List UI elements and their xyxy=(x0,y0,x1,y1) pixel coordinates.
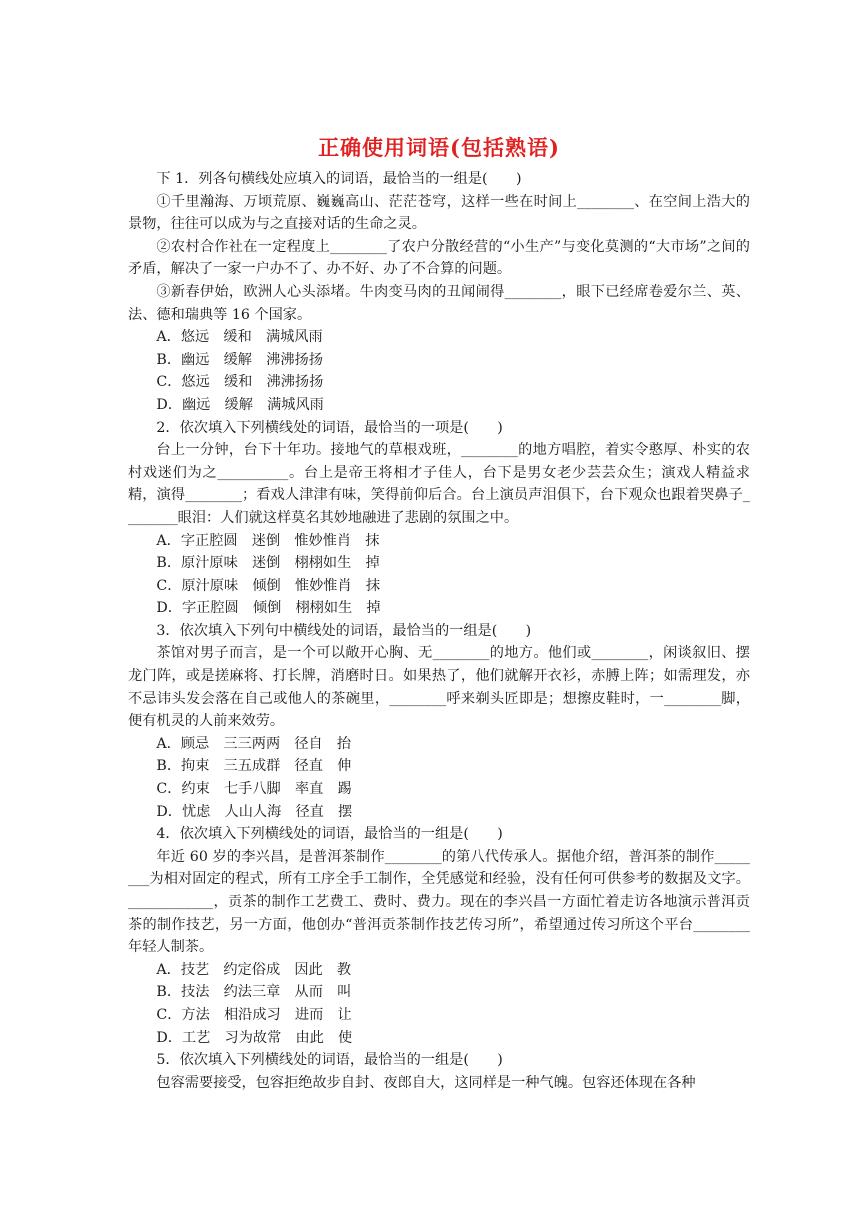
q2-option-a: A．字正腔圆 迷倒 惟妙惟肖 抹 xyxy=(156,532,380,549)
q1-sentence-2: ②农村合作社在一定程度上________了农户分散经营的“小生产”与变化莫测的“大市场”之间的矛盾，解决了一家一户办不了、办不好、办了不合算的问题。 xyxy=(128,238,750,278)
q2-option-b: B．原汁原味 迷倒 栩栩如生 掉 xyxy=(156,555,380,572)
q4-option-d: D．工艺 习为故常 由此 使 xyxy=(156,1029,353,1046)
q3-option-c: C．约束 七手八脚 率直 踢 xyxy=(156,781,352,798)
q3-option-a: A．顾忌 三三两两 径自 抬 xyxy=(156,735,352,752)
q1-option-a: A．悠远 缓和 满城风雨 xyxy=(156,329,323,346)
q1-sentence-3: ③新春伊始，欧洲人心头添堵。牛肉变马肉的丑闻闹得________，眼下已经席卷爱尔兰、英、法、德和瑞典等 16 个国家。 xyxy=(128,283,750,323)
q5-passage: 包容需要接受，包容拒绝故步自封、夜郎自大，这同样是一种气魄。包容还体现在各种 xyxy=(156,1074,696,1091)
q2-passage: 台上一分钟，台下十年功。接地气的草根戏班，________的地方唱腔，着实令憨厚、朴实的农村戏迷们为之__________。台上是帝王将相才子佳人，台下是男女老少芸芸众生；演戏人精益求精，演得________；看戏人津津有味，笑得前仰后合。台上演员声泪俱下，台下观众也跟着哭鼻子________眼泪：人们就这样莫名其妙地融进了悲剧的氛围之中。 xyxy=(128,442,750,526)
q5-stem: 5．依次填入下列横线处的词语，最恰当的一组是( ) xyxy=(156,1052,503,1069)
q4-stem: 4．依次填入下列横线处的词语，最恰当的一组是( ) xyxy=(156,826,503,843)
q4-option-c: C．方法 相沿成习 进而 让 xyxy=(156,1006,352,1023)
q3-stem: 3．依次填入下列句中横线处的词语，最恰当的一组是( ) xyxy=(156,622,532,639)
q1-sentence-1: ①千里瀚海、万顷荒原、巍巍高山、茫茫苍穹，这样一些在时间上________、在空间上浩大的景物，往往可以成为与之直接对话的生命之灵。 xyxy=(128,193,750,233)
q4-passage: 年近 60 岁的李兴昌，是普洱茶制作________的第八代传承人。据他介绍，普洱茶的制作________为相对固定的程式，所有工序全手工制作，全凭感觉和经验，没有任何可供参考的数据及文字。____________，贡茶的制作工艺费工、费时、费力。现在的李兴昌一方面忙着走访各地演示普洱贡茶的制作技艺，另一方面，他创办“普洱贡茶制作技艺传习所”，希望通过传习所这个平台________年轻人制茶。 xyxy=(128,848,750,956)
q3-passage: 茶馆对男子而言，是一个可以敞开心胸、无________的地方。他们或________，闲谈叙旧、摆龙门阵，或是搓麻将、打长牌，消磨时日。如果热了，他们就解开衣衫，赤膊上阵；如需理发，亦不忌讳头发会落在自己或他人的茶碗里，________呼来剃头匠即是；想擦皮鞋时，一________脚，便有机灵的人前来效劳。 xyxy=(128,645,750,730)
page-title: 正确使用词语(包括熟语) xyxy=(318,135,560,160)
q1-stem: 下 1．列各句横线处应填入的词语，最恰当的一组是( ) xyxy=(156,171,522,187)
q2-stem: 2．依次填入下列横线处的词语，最恰当的一项是( ) xyxy=(156,419,503,436)
q1-option-d: D．幽远 缓解 满城风雨 xyxy=(156,396,324,413)
q4-option-b: B．技法 约法三章 从而 叫 xyxy=(156,984,352,1001)
q4-option-a: A．技艺 约定俗成 因此 教 xyxy=(156,961,352,978)
q3-option-d: D．忧虑 人山人海 径直 摆 xyxy=(156,803,353,820)
q2-option-d: D．字正腔圆 倾倒 栩栩如生 掉 xyxy=(156,600,381,617)
q2-option-c: C．原汁原味 倾倒 惟妙惟肖 抹 xyxy=(156,577,381,594)
q3-option-b: B．拘束 三五成群 径直 伸 xyxy=(156,758,352,775)
q1-option-c: C．悠远 缓和 沸沸扬扬 xyxy=(156,374,324,391)
q1-option-b: B．幽远 缓解 沸沸扬扬 xyxy=(156,351,323,368)
